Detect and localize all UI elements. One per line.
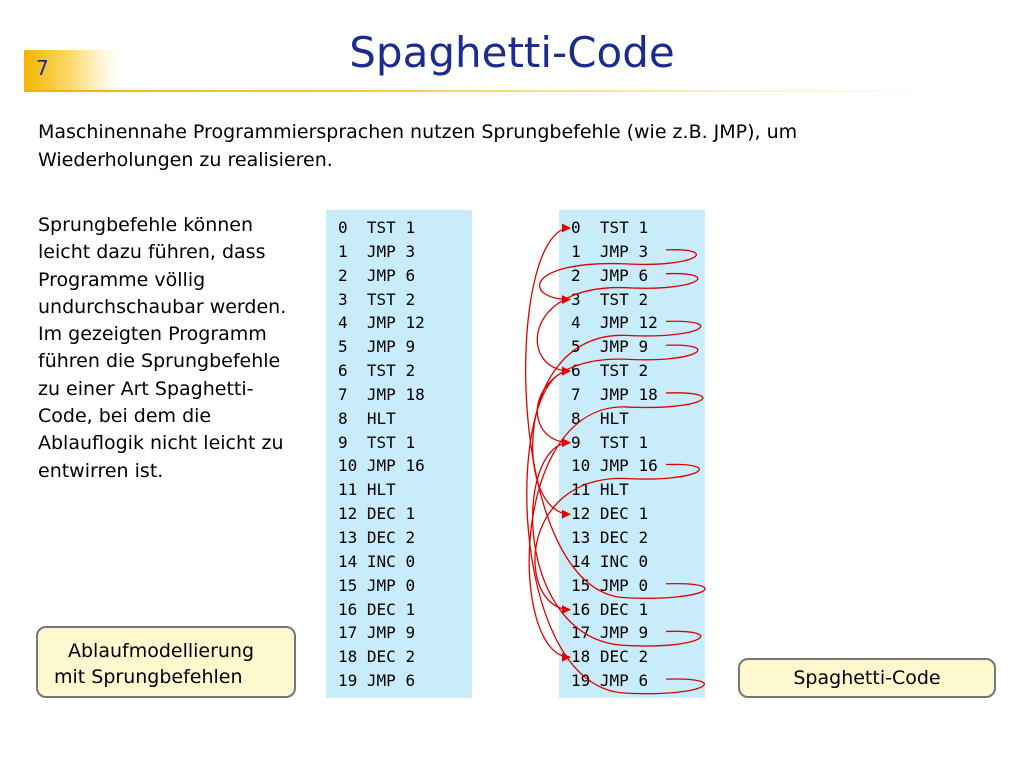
line-number: 14 (571, 551, 591, 571)
column-gap (348, 409, 367, 428)
program-line (338, 216, 472, 240)
column-gap (581, 409, 600, 428)
column-gap (581, 433, 600, 452)
instruction: JMP 6 (599, 671, 649, 691)
callout-left-line-2: mit Sprungbefehlen (54, 666, 243, 688)
column-gap (590, 671, 600, 690)
column-gap (348, 313, 367, 332)
column-gap (357, 480, 367, 499)
callout-jump-modelling (36, 626, 296, 698)
line-number: 0 (571, 218, 581, 237)
column-gap (357, 671, 367, 690)
column-gap (590, 647, 600, 666)
line-number: 10 (338, 456, 358, 476)
column-gap (357, 647, 367, 666)
program-line (338, 598, 472, 622)
column-gap (590, 480, 600, 499)
program-line (338, 288, 472, 312)
program-line (571, 383, 705, 407)
program-line (571, 431, 705, 455)
line-number: 16 (571, 599, 591, 619)
instruction: TST 1 (366, 218, 416, 237)
column-gap (581, 337, 600, 356)
column-gap (348, 266, 367, 285)
line-number: 5 (571, 337, 581, 357)
program-line (571, 240, 705, 264)
instruction: TST 2 (599, 361, 649, 381)
instruction: JMP 6 (366, 671, 416, 691)
program-line (571, 669, 705, 693)
instruction: DEC 1 (599, 504, 649, 524)
program-line (571, 550, 705, 574)
instruction: INC 0 (366, 551, 416, 571)
line-number: 9 (571, 432, 581, 452)
line-number: 4 (338, 313, 348, 333)
program-listing-spaghetti (559, 210, 705, 698)
description-paragraph: Sprungbefehle können leicht dazu führen, dass Programme völlig undurchschaubar werden. Im gezeigten Programm führen die Sprungbefehle zu einer Art Spaghetti-Code, bei dem die Ablauflogik nicht leicht zu entwirren ist. (38, 214, 287, 482)
program-line (571, 311, 705, 335)
program-line (571, 574, 705, 598)
instruction: TST 1 (599, 218, 649, 237)
column-gap (348, 385, 367, 404)
line-number: 7 (571, 384, 581, 404)
program-line (571, 526, 705, 550)
program-line (571, 407, 705, 431)
column-gap (581, 313, 600, 332)
column-gap (581, 266, 600, 285)
program-line (571, 645, 705, 669)
line-number: 4 (571, 313, 581, 333)
instruction: JMP 18 (599, 384, 658, 404)
instruction: JMP 16 (599, 456, 658, 476)
page-number: 7 (36, 56, 49, 80)
instruction: JMP 6 (366, 265, 416, 285)
column-gap (348, 218, 367, 237)
column-gap (590, 600, 600, 619)
instruction: DEC 2 (599, 527, 649, 547)
line-number: 15 (571, 575, 591, 595)
program-line (338, 478, 472, 502)
line-number: 0 (338, 218, 348, 237)
column-gap (581, 361, 600, 380)
line-number: 15 (338, 575, 358, 595)
line-number: 1 (338, 241, 348, 261)
program-line (571, 478, 705, 502)
line-number: 12 (571, 504, 591, 524)
column-gap (357, 528, 367, 547)
instruction: JMP 6 (599, 265, 649, 285)
program-line (338, 264, 472, 288)
program-line (571, 335, 705, 359)
column-gap (348, 242, 367, 261)
column-gap (590, 552, 600, 571)
line-number: 8 (571, 408, 581, 428)
column-gap (348, 337, 367, 356)
program-line (571, 216, 705, 240)
column-gap (357, 552, 367, 571)
instruction: JMP 9 (599, 337, 649, 357)
program-line (338, 574, 472, 598)
line-number: 14 (338, 551, 358, 571)
instruction: HLT (366, 480, 396, 500)
line-number: 11 (571, 480, 591, 500)
program-line (571, 502, 705, 526)
column-gap (590, 456, 600, 475)
program-line (338, 550, 472, 574)
instruction: TST 1 (366, 432, 416, 452)
column-gap (348, 290, 367, 309)
line-number: 16 (338, 599, 358, 619)
program-line (571, 598, 705, 622)
instruction: JMP 12 (366, 313, 425, 333)
line-number: 5 (338, 337, 348, 357)
program-line (571, 621, 705, 645)
line-number: 3 (338, 289, 348, 309)
instruction: HLT (599, 408, 629, 428)
program-line (571, 454, 705, 478)
callout-spaghetti-code: Spaghetti-Code (738, 658, 996, 698)
line-number: 6 (571, 361, 581, 381)
instruction: JMP 12 (599, 313, 658, 333)
instruction: JMP 9 (366, 337, 416, 357)
column-gap (357, 600, 367, 619)
line-number: 7 (338, 384, 348, 404)
program-line (338, 526, 472, 550)
line-number: 19 (571, 671, 591, 691)
column-gap (590, 504, 600, 523)
line-number: 3 (571, 289, 581, 309)
line-number: 19 (338, 671, 358, 691)
instruction: JMP 9 (366, 623, 416, 643)
line-number: 13 (338, 527, 358, 547)
page-title: Spaghetti-Code (349, 28, 675, 77)
program-line (338, 431, 472, 455)
instruction: HLT (599, 480, 629, 500)
line-number: 9 (338, 432, 348, 452)
column-gap (357, 456, 367, 475)
instruction: TST 2 (599, 289, 649, 309)
column-gap (357, 623, 367, 642)
instruction: JMP 0 (599, 575, 649, 595)
program-line (338, 240, 472, 264)
line-number: 1 (571, 241, 581, 261)
line-number: 18 (338, 647, 358, 667)
line-number: 12 (338, 504, 358, 524)
line-number: 17 (571, 623, 591, 643)
instruction: JMP 0 (366, 575, 416, 595)
instruction: HLT (366, 408, 396, 428)
column-gap (581, 242, 600, 261)
program-line (338, 407, 472, 431)
callout-left-line-1: Ablaufmodellierung (68, 640, 255, 662)
column-gap (590, 623, 600, 642)
program-line (338, 335, 472, 359)
column-gap (348, 361, 367, 380)
line-number: 6 (338, 361, 348, 381)
instruction: INC 0 (599, 551, 649, 571)
program-line (338, 645, 472, 669)
column-gap (581, 385, 600, 404)
intro-paragraph: Maschinennahe Programmiersprachen nutzen Sprungbefehle (wie z.B. JMP), um Wiederholungen zu realisieren. (38, 121, 798, 171)
program-line (571, 359, 705, 383)
column-gap (581, 218, 600, 237)
instruction: DEC 2 (366, 647, 416, 667)
line-number: 8 (338, 408, 348, 428)
line-number: 18 (571, 647, 591, 667)
line-number: 10 (571, 456, 591, 476)
instruction: TST 1 (599, 432, 649, 452)
column-gap (357, 504, 367, 523)
program-line (571, 264, 705, 288)
instruction: JMP 16 (366, 456, 425, 476)
line-number: 2 (571, 265, 581, 285)
instruction: JMP 18 (366, 384, 425, 404)
line-number: 17 (338, 623, 358, 643)
column-gap (581, 290, 600, 309)
line-number: 2 (338, 265, 348, 285)
column-gap (590, 528, 600, 547)
program-line (338, 502, 472, 526)
instruction: JMP 3 (599, 241, 649, 261)
program-line (338, 311, 472, 335)
title-underline (24, 90, 944, 92)
instruction: DEC 1 (366, 504, 416, 524)
column-gap (590, 576, 600, 595)
line-number: 11 (338, 480, 358, 500)
program-listing-plain (326, 210, 472, 698)
instruction: DEC 1 (366, 599, 416, 619)
instruction: DEC 2 (599, 647, 649, 667)
instruction: DEC 2 (366, 527, 416, 547)
instruction: DEC 1 (599, 599, 649, 619)
program-line (338, 359, 472, 383)
line-number: 13 (571, 527, 591, 547)
instruction: TST 2 (366, 289, 416, 309)
instruction: TST 2 (366, 361, 416, 381)
instruction: JMP 3 (366, 241, 416, 261)
program-line (338, 669, 472, 693)
program-line (338, 621, 472, 645)
instruction: JMP 9 (599, 623, 649, 643)
program-line (338, 383, 472, 407)
program-line (571, 288, 705, 312)
column-gap (357, 576, 367, 595)
column-gap (348, 433, 367, 452)
program-line (338, 454, 472, 478)
